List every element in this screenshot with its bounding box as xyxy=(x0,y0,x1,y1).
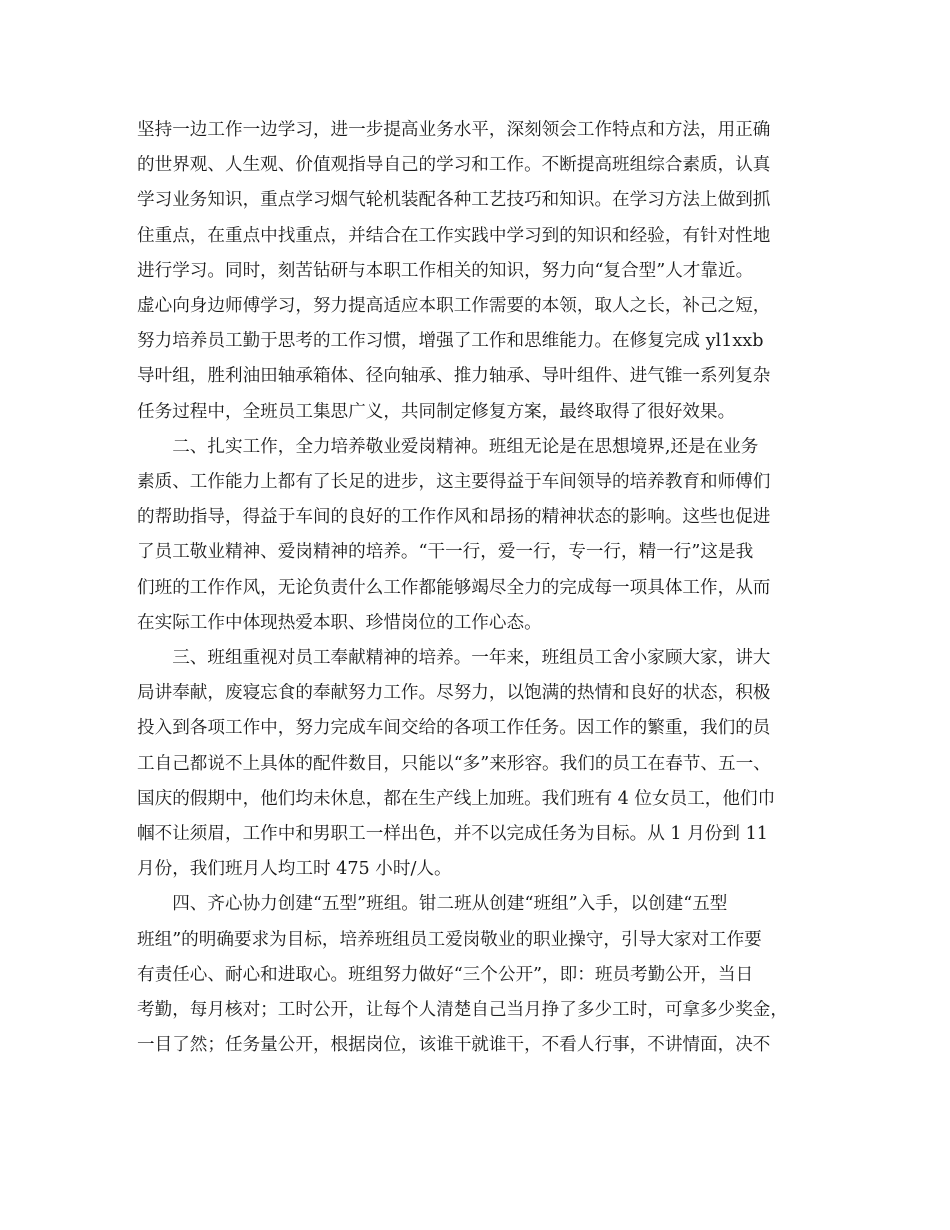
text-line: 住重点，在重点中找重点，并结合在工作实践中学习到的知识和经验，有针对性地 xyxy=(137,225,771,246)
text-line: 二、扎实工作，全力培养敬业爱岗精神。班组无论是在思想境界,还是在业务 xyxy=(172,436,759,457)
paragraph-4 xyxy=(137,887,814,1063)
text-line: 班组”的明确要求为目标，培养班组员工爱岗敬业的职业操守，引导大家对工作要 xyxy=(137,929,762,950)
text-line: 投入到各项工作中，努力完成车间交给的各项工作任务。因工作的繁重，我们的员 xyxy=(137,718,771,739)
text-line: 在实际工作中体现热爱本职、珍惜岗位的工作心态。 xyxy=(137,612,542,633)
text-line: 们班的工作作风，无论负责什么工作都能够竭尽全力的完成每一项具体工作，从而 xyxy=(137,577,771,598)
text-line: 坚持一边工作一边学习，进一步提高业务水平，深刻领会工作特点和方法，用正确 xyxy=(137,120,771,140)
text-line: 学习业务知识，重点学习烟气轮机装配各种工艺技巧和知识。在学习方法上做到抓 xyxy=(137,190,771,211)
text-line: 虚心向身边师傅学习，努力提高适应本职工作需要的本领，取人之长，补己之短， xyxy=(137,296,771,317)
paragraph-1 xyxy=(137,113,814,430)
text-line: 了员工敬业精神、爱岗精神的培养。“干一行，爱一行，专一行，精一行”这是我 xyxy=(137,542,754,563)
text-line: 进行学习。同时，刻苦钻研与本职工作相关的知识，努力向“复合型”人才靠近。 xyxy=(137,260,754,281)
text-line: 四、齐心协力创建“五型”班组。钳二班从创建“班组”入手，以创建“五型 xyxy=(172,894,728,915)
text-line: 的世界观、人生观、价值观指导自己的学习和工作。不断提高班组综合素质，认真 xyxy=(137,155,771,176)
paragraph-2 xyxy=(137,430,814,641)
text-line: 国庆的假期中，他们均未休息，都在生产线上加班。我们班有 4 位女员工，他们巾 xyxy=(137,788,776,809)
text-line: 月份，我们班月人均工时 475 小时/人。 xyxy=(137,859,452,880)
text-line: 导叶组，胜利油田轴承箱体、径向轴承、推力轴承、导叶组件、进气锥一系列复杂 xyxy=(137,366,771,387)
text-line: 有责任心、耐心和进取心。班组努力做好“三个公开”，即：班员考勤公开，当日 xyxy=(137,964,754,985)
text-line: 任务过程中，全班员工集思广义，共同制定修复方案，最终取得了很好效果。 xyxy=(137,401,736,422)
text-line: 局讲奉献，废寝忘食的奉献努力工作。尽努力，以饱满的热情和良好的状态，积极 xyxy=(137,683,771,704)
text-line: 一目了然；任务量公开，根据岗位，该谁干就谁干，不看人行事，不讲情面，决不 xyxy=(137,1035,771,1056)
text-line: 三、班组重视对员工奉献精神的培养。一年来，班组员工舍小家顾大家，讲大 xyxy=(172,648,771,669)
text-line: 的帮助指导，得益于车间的良好的工作作风和昂扬的精神状态的影响。这些也促进 xyxy=(137,507,771,528)
text-line: 努力培养员工勤于思考的工作习惯，增强了工作和思维能力。在修复完成 yl1xxb xyxy=(137,331,764,352)
text-line: 考勤，每月核对；工时公开，让每个人清楚自己当月挣了多少工时，可拿多少奖金， xyxy=(137,1000,788,1021)
paragraph-3 xyxy=(137,641,814,887)
text-line: 帼不让须眉，工作中和男职工一样出色，并不以完成任务为目标。从 1 月份到 11 xyxy=(137,824,768,845)
text-line: 素质、工作能力上都有了长足的进步，这主要得益于车间领导的培养教育和师傅们 xyxy=(137,472,771,493)
text-line: 工自己都说不上具体的配件数目，只能以“多”来形容。我们的员工在春节、五一、 xyxy=(137,753,771,774)
